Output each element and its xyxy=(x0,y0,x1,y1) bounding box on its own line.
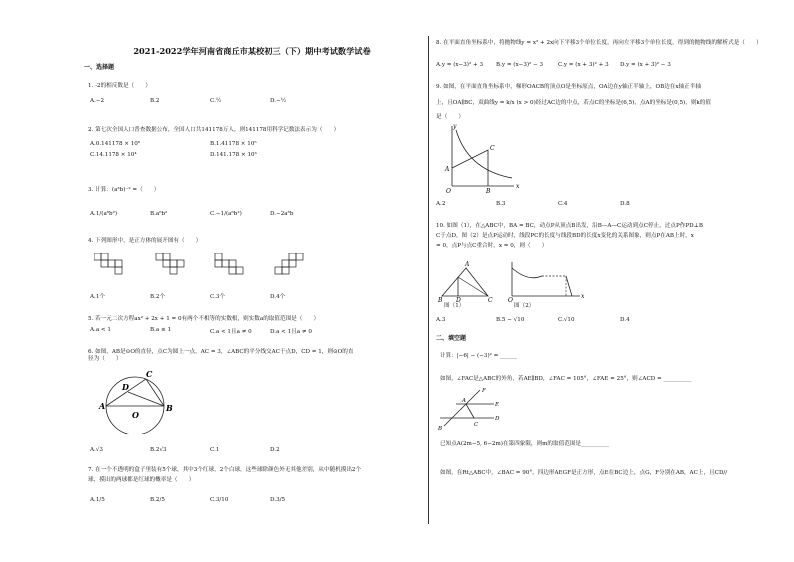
chord-bc xyxy=(146,379,164,406)
q3-options xyxy=(90,211,330,217)
q9-options xyxy=(436,201,682,207)
label-c: C xyxy=(146,369,153,379)
q8-option-c: C.y = (x + 3)² + 3 xyxy=(558,62,609,68)
q4-options xyxy=(90,292,330,300)
q8-option-a: A.y = (x−3)² + 3 xyxy=(436,62,484,68)
q9-stem-line1: 9. 如图，在平面直角坐标系中，梯形OACB的顶点O是坐标原点，OA边在y轴正半轴上，OB边在x轴正半轴 xyxy=(436,84,701,90)
label-x: x xyxy=(516,183,520,190)
svg-text:A: A xyxy=(465,261,470,268)
q7-options xyxy=(90,497,330,503)
label-d: D xyxy=(122,382,129,392)
q1-option-b: B.2 xyxy=(150,98,160,104)
q6-option-a: A.√3 xyxy=(90,447,103,453)
hyperbola-curve xyxy=(456,130,512,178)
q2-options-row2 xyxy=(90,152,330,158)
q4-option-a: A.1个 xyxy=(90,294,105,300)
q5-options xyxy=(90,327,330,335)
svg-text:C: C xyxy=(488,297,493,304)
label-e: E xyxy=(495,402,500,408)
label-y: y xyxy=(453,123,457,130)
label-o: O xyxy=(446,188,451,194)
q1-options xyxy=(90,98,330,104)
q9-option-b: B.3 xyxy=(496,201,506,207)
q10-figure-2 xyxy=(508,262,585,304)
q4-nets-figure xyxy=(94,253,334,285)
q4-option-b: B.2个 xyxy=(150,294,166,300)
fill-4: 如图，在Rt△ABC中，∠BAC = 90°，四边形AEGF是正方形，点E在BC边上，点G，F分别在AB，AC上，且CD// xyxy=(440,470,728,476)
q4-stem: 4. 下列图形中，是正方体的展开图有（ ） xyxy=(88,238,202,244)
exam-title: 2021-2022学年河南省商丘市某校初三（下）期中考试数学试卷 xyxy=(133,46,371,56)
svg-text:B: B xyxy=(438,297,443,304)
q2-option-a: A.0.141178 × 10⁶ xyxy=(90,141,141,147)
fill-1: 计算：|−6| − (−3)² = ______ xyxy=(440,353,517,359)
svg-text:D: D xyxy=(456,297,461,304)
q10-fig1-caption: 图（1） xyxy=(444,303,465,309)
q3-stem: 3. 计算：(a³b)⁻² =（ ） xyxy=(88,187,160,193)
circle-o xyxy=(106,377,164,434)
label-c: C xyxy=(474,422,479,428)
q10-option-b: B.5 − √10 xyxy=(496,317,525,323)
label-a: A xyxy=(462,398,466,404)
trapezoid-oacb xyxy=(452,150,488,186)
label-a: A xyxy=(445,166,450,173)
q1-option-d: D.−½ xyxy=(270,98,287,104)
q7-option-a: A.1/5 xyxy=(90,497,105,503)
q4-option-c: C.3个 xyxy=(210,294,226,300)
svg-text:O: O xyxy=(508,297,513,304)
q6-option-d: D.2 xyxy=(270,447,280,453)
q10-option-c: C.√10 xyxy=(558,317,575,323)
q10-stem-line3: = 0，点P与点C重合时，x = 0，则（ ） xyxy=(436,243,548,249)
label-c: C xyxy=(490,145,495,152)
q1-stem: 1. -2的相反数是（ ） xyxy=(88,83,151,89)
q6-options xyxy=(90,447,330,453)
q1-option-a: A.−2 xyxy=(90,98,105,104)
q5-stem: 5. 若一元二次方程ax² + 2x + 1 = 0有两个不相等的实数根，则实数a的取值范围是（ ） xyxy=(88,316,320,322)
net-3 xyxy=(215,253,243,274)
net-2 xyxy=(156,253,184,274)
q10-options xyxy=(436,317,682,323)
q10-stem-line2: C于点D，图（2）是点P运动时，线段PC的长度与线段BD的长度x变化的关系图象，则点P在AB上时，x xyxy=(436,233,694,239)
q6-option-c: C.1 xyxy=(210,447,220,453)
q5-option-c: C.a < 1且a ≠ 0 xyxy=(210,329,252,335)
fill-2-figure xyxy=(438,386,508,432)
q8-options xyxy=(436,62,682,68)
svg-text:x: x xyxy=(581,293,585,300)
section-heading-choice: 一、选择题 xyxy=(84,64,115,71)
label-b: B xyxy=(438,426,443,432)
q9-option-c: C.4 xyxy=(558,201,568,207)
q9-option-d: D.8 xyxy=(620,201,630,207)
q3-option-d: D.−2a⁶b xyxy=(270,211,294,217)
q6-stem: 6. 如图，AB是⊙O的直径，点C为圆上一点，AC = 3，∠ABC的平分线交AC于点D，CD = 1，则⊙O的直径为（ ） xyxy=(88,349,354,363)
q10-option-a: A.3 xyxy=(436,317,446,323)
q3-option-a: A.1/(a⁶b²) xyxy=(90,211,118,217)
label-o: O xyxy=(132,410,139,420)
q10-stem-line1: 10. 如图（1），在△ABC中，BA = BC，动点P从顶点B出发，沿B—A—C运动到点C停止，过点P作PD⊥B xyxy=(436,223,703,229)
q7-stem-line2: 球，摸出的两球都是红球的概率是（ ） xyxy=(88,477,195,483)
column-divider xyxy=(428,36,429,524)
q7-option-d: D.3/5 xyxy=(270,497,286,503)
label-b: B xyxy=(486,188,491,194)
q7-option-b: B.2/5 xyxy=(150,497,165,503)
q9-option-a: A.2 xyxy=(436,201,446,207)
fill-2: 如图，∠FAC是△ABC的外角，若AE∥BD，∠FAC = 105°，∠FAE = 25°，则∠ACD = __________ xyxy=(440,376,692,382)
q2-option-d: D.141.178 × 10³ xyxy=(210,152,257,158)
line-ac xyxy=(466,404,474,418)
q8-option-d: D.y = (x + 3)² − 3 xyxy=(620,62,671,68)
net-1 xyxy=(94,253,122,274)
q2-option-c: C.14.1178 × 10⁴ xyxy=(90,152,137,158)
label-a: A xyxy=(99,401,106,411)
q4-option-d: D.4个 xyxy=(270,294,286,300)
q6-option-b: B.2√3 xyxy=(150,447,167,453)
net-4 xyxy=(275,253,303,274)
q8-stem: 8. 在平面直角坐标系中，将抛物线y = x² + 2x向下平移3个单位长度，再向左平移3个单位长度，得到的抛物线的解析式是（ ） xyxy=(436,40,762,46)
q5-option-d: D.a < 1且a ≠ 0 xyxy=(270,329,312,335)
label-f: F xyxy=(482,388,486,394)
label-b: B xyxy=(166,403,173,413)
q2-stem: 2. 第七次全国人口普查数据公布，全国人口共141178万人，则141178用科学记数法表示为（ ） xyxy=(88,127,340,133)
section-heading-fill: 二、填空题 xyxy=(436,335,467,342)
q7-option-c: C.3/10 xyxy=(210,497,229,503)
q8-option-b: B.y = (x−3)² − 3 xyxy=(496,62,544,68)
line-bf xyxy=(444,390,480,426)
q2-options-row1 xyxy=(90,141,330,147)
q10-fig2-caption: 图（2） xyxy=(514,303,535,309)
q1-option-c: C.½ xyxy=(210,98,222,104)
fill-3: 已知点A(2m−5, 6−2m)在第四象限，则m的取值范围是__________ xyxy=(440,441,609,447)
q7-stem-line1: 7. 在一个不透明的盒子里装有5个球，其中3个红球，2个白球，这些球除颜色外无其他差别，从中随机摸出2个 xyxy=(88,467,362,473)
bisector-bd xyxy=(128,392,164,406)
q9-graph-figure xyxy=(442,120,522,194)
q10-option-d: D.4 xyxy=(620,317,630,323)
q5-option-b: B.a ≤ 1 xyxy=(150,327,172,333)
q6-circle-figure xyxy=(90,368,190,434)
q3-option-c: C.−1/(a⁶b²) xyxy=(210,211,242,217)
q9-stem-line2: 上，且OA∥BC，双曲线y = k/x (x > 0)经过AC边的中点，若点C的坐标是(6,5)，点A的坐标是(0,5)，则k的值 xyxy=(436,100,711,106)
q9-stem-line3: 是（ ） xyxy=(436,114,464,120)
label-d: D xyxy=(495,416,500,422)
q3-option-b: B.a⁶b² xyxy=(150,211,168,217)
q10-figure-1 xyxy=(438,261,493,304)
q2-option-b: B.1.41178 × 10⁵ xyxy=(210,141,257,147)
q5-option-a: A.a < 1 xyxy=(90,327,111,333)
